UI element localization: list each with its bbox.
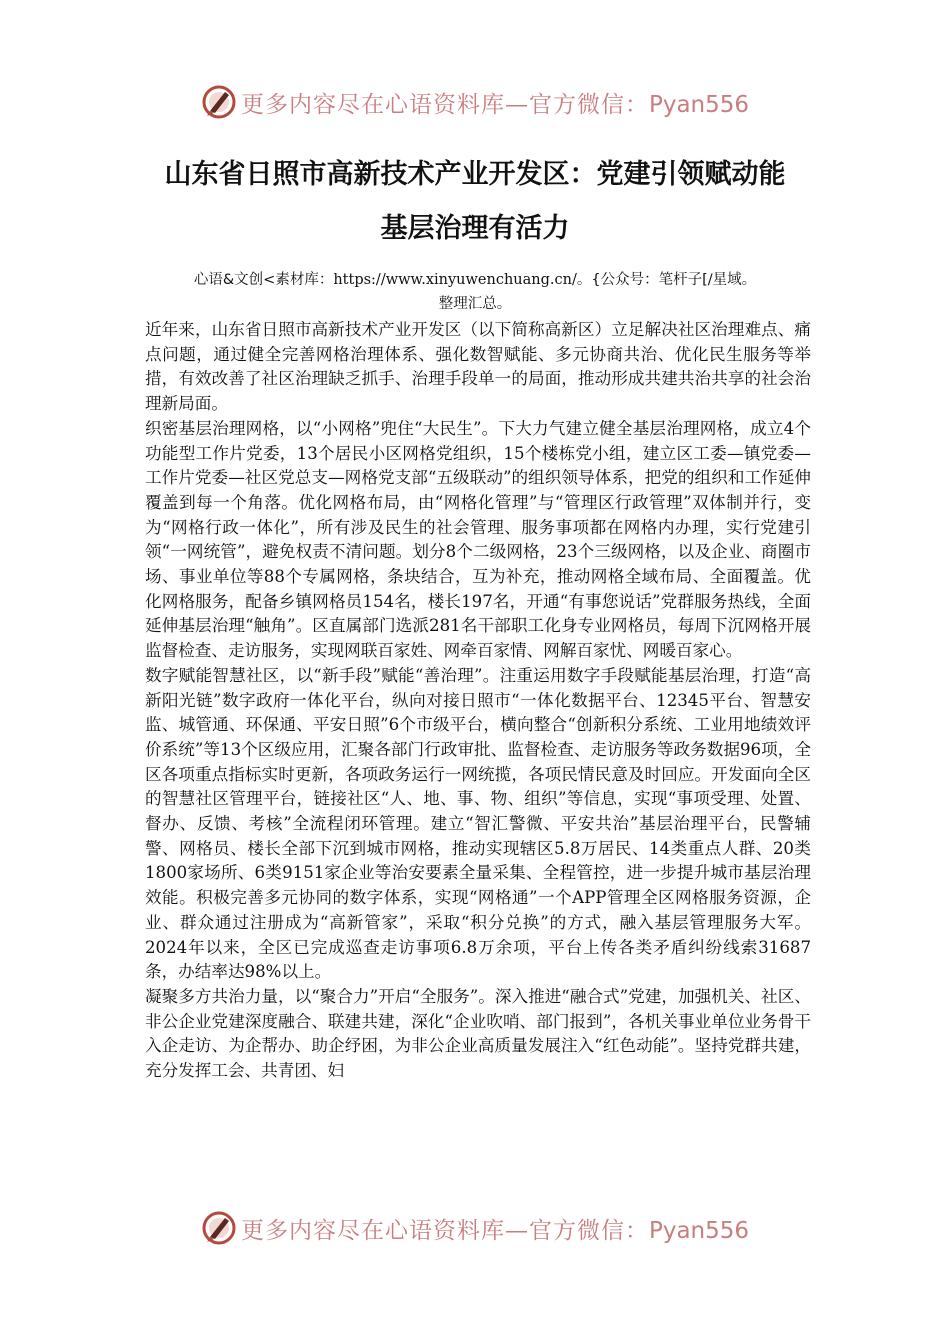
watermark-text: [241, 86, 749, 119]
watermark-text: [241, 1212, 749, 1245]
wechat-id: Pyan556: [648, 91, 750, 118]
page-title: [0, 148, 950, 256]
ink-brush-logo-icon: [201, 84, 237, 120]
source-note: [0, 268, 950, 316]
title-line-1: 山东省日照市高新技术产业开发区：党建引领赋动能: [164, 159, 786, 190]
watermark-banner-top: [0, 80, 950, 124]
wechat-id: Pyan556: [648, 1217, 750, 1244]
source-prefix: 心语&文创<素材库：: [193, 272, 334, 288]
watermark-banner-bottom: [0, 1206, 950, 1250]
watermark-label: 更多内容尽在心语资料库—官方微信：: [240, 1217, 649, 1244]
paragraph-intro: 近年来，山东省日照市高新技术产业开发区（以下简称高新区）立足解决社区治理难点、痛点问题，通过健全完善网格治理体系、强化数智赋能、多元协商共治、优化民生服务等举措，有效改善了社区治理缺乏抓手、治理手段单一的局面，推动形成共建共治共享的社会治理新局面。: [145, 320, 811, 414]
article-body: [145, 318, 811, 1084]
paragraph-grid: 织密基层治理网格，以“小网格”兜住“大民生”。下大力气建立健全基层治理网格，成立4个功能型工作片党委，13个居民小区网格党组织，15个楼栋党小组，建立区工委—镇党委—工作片党委—社区党总支—网格党支部“五级联动”的组织领导体系，把党的组织和工作延伸覆盖到每一个角落。优化网格布局，由“网格化管理”与“管理区行政管理”双体制并行，变为“网格行政一体化”，所有涉及民生的社会管理、服务事项都在网格内办理，实行党建引领“一网统管”，避免权责不清问题。划分8个二级网格，23个三级网格，以及企业、商圈市场、事业单位等88个专属网格，条块结合，互为补充，推动网格全域布局、全面覆盖。优化网格服务，配备乡镇网格员154名，楼长197名，开通“有事您说话”党群服务热线，全面延伸基层治理“触角”。区直属部门选派281名干部职工化身专业网格员，每周下沉网格开展监督检查、走访服务，实现网联百家姓、网牵百家情、网解百家忧、网暖百家心。: [145, 418, 811, 661]
title-line-2: 基层治理有活力: [380, 213, 570, 244]
watermark-label: 更多内容尽在心语资料库—官方微信：: [240, 91, 649, 118]
source-url: https://www.xinyuwenchuang.cn/: [333, 272, 577, 288]
paragraph-cogovernance: 凝聚多方共治力量，以“聚合力”开启“全服务”。深入推进“融合式”党建，加强机关、社区、非公企业党建深度融合、联建共建，深化“企业吹哨、部门报到”，各机关事业单位业务骨干入企走访、为企帮办、助企纾困，为非公企业高质量发展注入“红色动能”。坚持党群共建，充分发挥工会、共青团、妇: [145, 986, 811, 1081]
source-line-2: 整理汇总。: [438, 296, 512, 312]
ink-brush-logo-icon: [201, 1210, 237, 1246]
source-line-1: [0, 268, 950, 292]
paragraph-digital: 数字赋能智慧社区，以“新手段”赋能“善治理”。注重运用数字手段赋能基层治理，打造“高新阳光链”数字政府一体化平台，纵向对接日照市“一体化数据平台、12345平台、智慧安监、城管通、环保通、平安日照”6个市级平台，横向整合“创新积分系统、工业用地绩效评价系统”等13个区级应用，汇聚各部门行政审批、监督检查、走访服务等政务数据96项，全区各项重点指标实时更新，各项政务运行一网统揽，各项民情民意及时回应。开发面向全区的智慧社区管理平台，链接社区“人、地、事、物、组织”等信息，实现“事项受理、处置、督办、反馈、考核”全流程闭环管理。建立“智汇警微、平安共治”基层治理平台，民警辅警、网格员、楼长全部下沉到城市网格，推动实现辖区5.8万居民、14类重点人群、20类1800家场所、6类9151家企业等治安要素全量采集、全程管控，进一步提升城市基层治理效能。积极完善多元协同的数字体系，实现“网格通”一个APP管理全区网格服务资源，企业、群众通过注册成为“高新管家”，采取“积分兑换”的方式，融入基层管理服务大军。2024年以来，全区已完成巡查走访事项6.8万余项，平台上传各类矛盾纠纷线索31687条，办结率达98%以上。: [145, 665, 811, 982]
source-suffix: 。{公众号：笔杆子[/星域。: [576, 272, 757, 288]
